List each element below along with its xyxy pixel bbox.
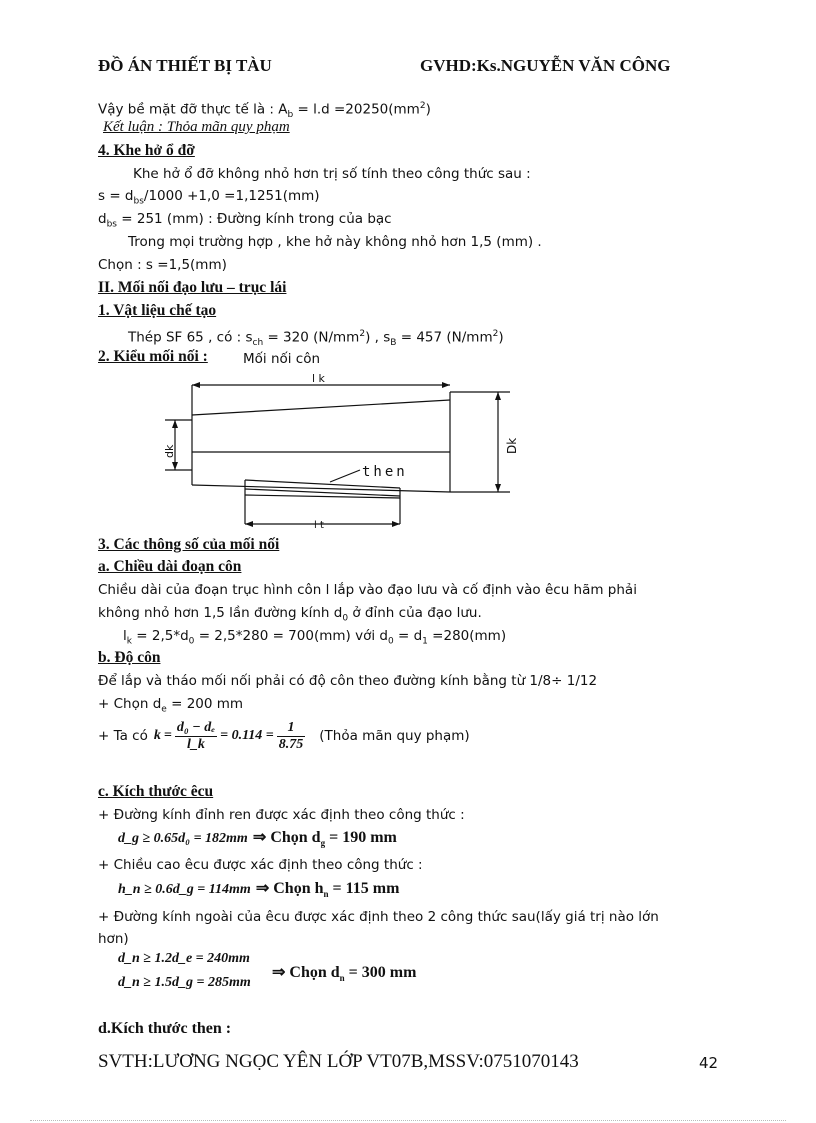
- taper-joint-diagram: [150, 370, 530, 540]
- bush-diameter: $d_{bs} = 251$ (mm) : Đường kính trong của bạc: [98, 211, 392, 230]
- header-left: ĐỒ ÁN THIẾT BỊ TÀU: [98, 56, 272, 75]
- label-dk: dk: [163, 444, 176, 458]
- nut-outer-result: ⇒ Chọn $d_n = 300$ mm: [272, 964, 417, 984]
- taper-requirement: Để lắp và tháo mối nối phải có độ côn theo đường kính bằng từ 1/8÷ 1/12: [98, 673, 598, 689]
- clearance-min: Trong mọi trường hợp , khe hở này không nhỏ hơn 1,5 (mm) .: [128, 234, 542, 250]
- label-then: then: [362, 464, 408, 480]
- taper-formula: + Ta có k = $\frac{\text{d₀ − dₑ}}{l\_k}$ = 0.114 = $\frac{1}{8.75}$ (Thỏa mãn quy phạm): [98, 719, 470, 752]
- surface-line: Vậy bề mặt đỡ thực tế là : $A_b = l.d =20250(mm^2)$: [98, 101, 431, 121]
- heading-II: II. Mối nối đạo lưu – trục lái: [98, 279, 287, 296]
- taper-length-1: Chiều dài của đoạn trục hình côn l lắp vào đạo lưu và cố định vào êcu hãm phải: [98, 582, 637, 598]
- clearance-desc: Khe hở ổ đỡ không nhỏ hơn trị số tính theo công thức sau :: [133, 166, 531, 182]
- bottom-border: [30, 1120, 786, 1121]
- nut-height-formula: h_n ≥ 0.6d_g = 114mm ⇒ Chọn $h_n = 115$ mm: [118, 880, 400, 900]
- header-right: GVHD:Ks.NGUYỄN VĂN CÔNG: [420, 56, 671, 75]
- thread-diameter-desc: + Đường kính đỉnh ren được xác định theo công thức :: [98, 807, 465, 823]
- taper-length-calc: $l_k = 2,5*d_0 = 2,5*280 = 700(mm)$ với $d_0 = d_1 =280(mm)$: [123, 628, 507, 647]
- label-lk: l k: [312, 372, 325, 385]
- nut-outer-desc-2: hơn): [98, 931, 129, 947]
- nut-outer-formula-2: d_n ≥ 1.5d_g = 285mm: [118, 975, 251, 990]
- clearance-formula: $s = d_{bs}/1000 +1,0 =1,1251(mm)$: [98, 188, 320, 207]
- label-Dk: Dk: [505, 437, 519, 454]
- heading-a: a. Chiều dài đoạn côn: [98, 558, 242, 575]
- taper-length-2: không nhỏ hơn 1,5 lần đường kính $d_0$ ở đỉnh của đạo lưu.: [98, 605, 482, 624]
- thread-diameter-formula: d_g ≥ 0.65d₀ = 182mm ⇒ Chọn $d_g = 190$ mm: [118, 829, 397, 849]
- conclusion: Kết luận : Thỏa mãn quy phạm: [103, 119, 290, 135]
- nut-outer-formula-1: d_n ≥ 1.2d_e = 240mm: [118, 951, 250, 966]
- heading-d: d.Kích thước then :: [98, 1020, 232, 1037]
- heading-3: 3. Các thông số của mối nối: [98, 536, 280, 553]
- clearance-choice: Chọn : s =1,5(mm): [98, 257, 227, 273]
- joint-type: Mối nối côn: [243, 351, 321, 367]
- heading-4: 4. Khe hở ổ đỡ: [98, 142, 195, 159]
- nut-height-desc: + Chiều cao êcu được xác định theo công thức :: [98, 857, 423, 873]
- label-lt: l t: [314, 520, 324, 531]
- choose-de: + Chọn $d_e = 200$ mm: [98, 696, 244, 715]
- heading-1: 1. Vật liệu chế tạo: [98, 302, 217, 319]
- nut-outer-desc-1: + Đường kính ngoài của êcu được xác định theo 2 công thức sau(lấy giá trị nào lớn: [98, 909, 659, 925]
- page-number: 42: [699, 1054, 719, 1072]
- heading-c: c. Kích thước êcu: [98, 783, 214, 800]
- material-line: Thép SF 65 , có : $s_{ch} = 320$ $(N/mm^2)$ , $s_B = 457$ $(N/mm^2)$: [128, 329, 504, 349]
- heading-b: b. Độ côn: [98, 649, 161, 666]
- footer-student: SVTH:LƯƠNG NGỌC YÊN LỚP VT07B,MSSV:0751070143: [98, 1051, 579, 1072]
- heading-2: 2. Kiểu mối nối :: [98, 348, 208, 365]
